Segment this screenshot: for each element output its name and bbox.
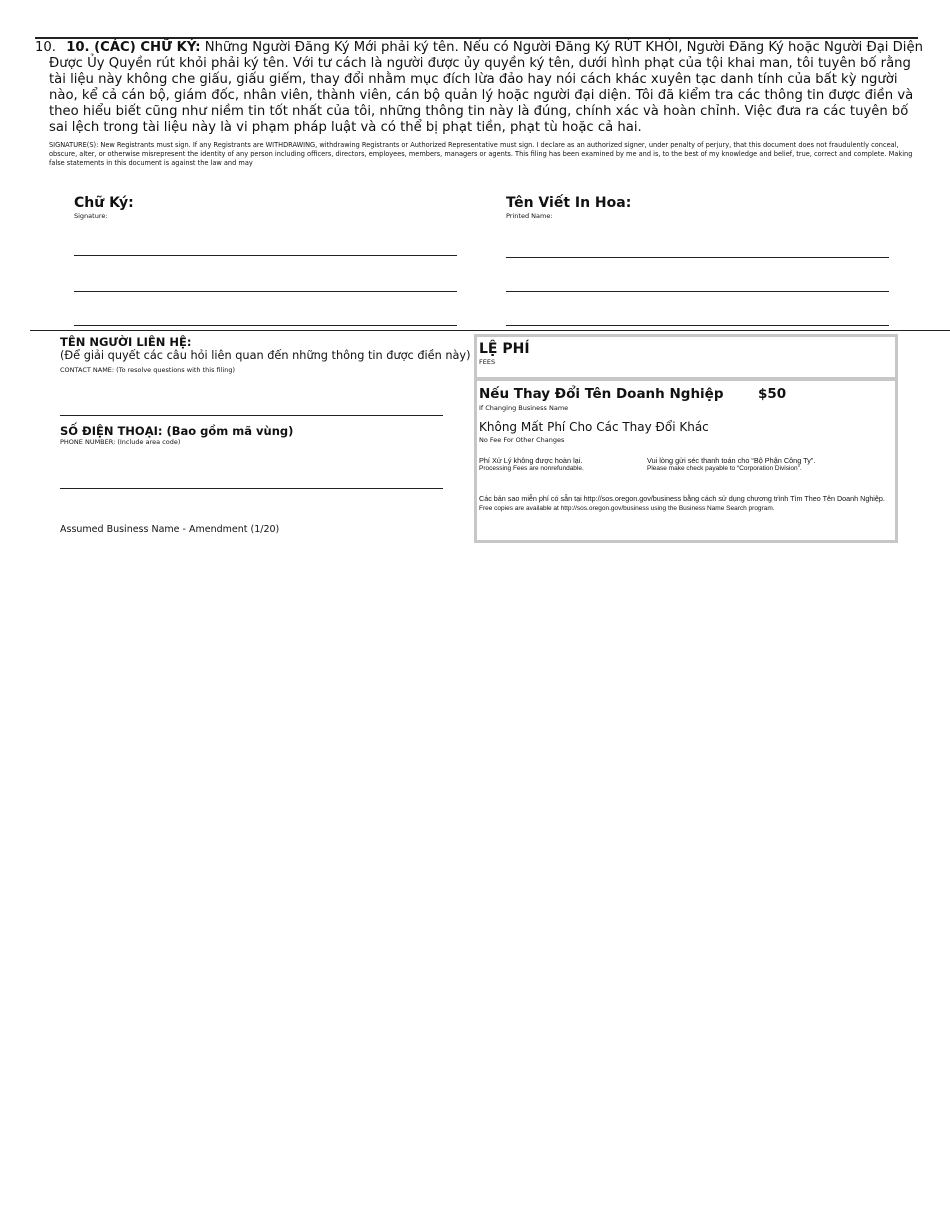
top-rule xyxy=(35,37,918,39)
phone-number-line[interactable] xyxy=(60,488,443,489)
printed-name-line-3[interactable] xyxy=(506,325,889,326)
fees-title-en: FEES xyxy=(479,358,496,366)
nonrefundable-note-en: Processing Fees are nonrefundable. xyxy=(479,465,584,472)
free-copies-note: Các bản sao miễn phí có sẵn tại http://sos.oregon.gov/business bằng cách sử dụng chương trình Tìm Theo Tên Doanh Nghiệp. xyxy=(479,494,885,503)
phone-title: SỐ ĐIỆN THOẠI: (Bao gồm mã vùng) xyxy=(60,424,294,438)
signature-title: Chữ Ký: xyxy=(74,195,134,211)
signature-title-en: Signature: xyxy=(74,212,108,220)
section-number: 10. xyxy=(35,40,56,55)
section-10-statement xyxy=(35,40,929,136)
signature-line-3[interactable] xyxy=(74,325,457,326)
fees-title: LỆ PHÍ xyxy=(479,341,530,357)
free-copies-note-en: Free copies are available at http://sos.oregon.gov/business using the Business Name Search program. xyxy=(479,505,775,512)
nonrefundable-note: Phí Xử Lý không được hoàn lại. xyxy=(479,456,583,465)
section-statement-vi: Những Người Đăng Ký Mới phải ký tên. Nếu có Người Đăng Ký RÚT KHỎI, Người Đăng Ký hoặc Người Đại Diện Được Ủy Quyền rút khỏi phải ký tên. Với tư cách là người được ủy quyền ký tên, dưới hình phạt của tội khai man, tôi tuyên bố rằng tài liệu này không che giấu, giấu giếm, thay đổi nhằm mục đích lừa đảo hay nói cách khác xuyên tạc danh tính của bất kỳ người nào, kể cả cán bộ, giám đốc, nhân viên, thành viên, cán bộ quản lý hoặc người đại diện. Tôi đã kiểm tra các thông tin được điền và theo hiểu biết cũng như niềm tin tốt nhất của tôi, những thông tin này là đúng, chính xác và hoàn chỉnh. Việc đưa ra các tuyên bố sai lệch trong tài liệu này là vi phạm pháp luật và có thể bị phạt tiền, phạt tù hoặc cả hai. xyxy=(49,40,923,135)
printed-name-title: Tên Viết In Hoa: xyxy=(506,195,632,211)
payable-note-en: Please make check payable to “Corporation Division”. xyxy=(647,465,802,472)
section-divider xyxy=(30,330,950,331)
section-statement-en: SIGNATURE(S): New Registrants must sign. If any Registrants are WITHDRAWING, withdrawing Registrants or Authorized Representative must sign. I declare as an authorized signer, under penalty of perjury, that this document does not fraudulently conceal, obscure, alter, or otherwise misrepresent the identity of any person including officers, directors, employees, members, managers or agents. This filing has been examined by me and is, to the best of my knowledge and belief, true, correct and complete. Making false statements in this document is against the law and may xyxy=(49,141,913,167)
fees-box xyxy=(474,334,898,543)
contact-title-en: CONTACT NAME: (To resolve questions with this filing) xyxy=(60,366,236,374)
phone-title-en: PHONE NUMBER: (Include area code) xyxy=(60,438,181,446)
contact-name-line[interactable] xyxy=(60,415,443,416)
change-name-fee-label: Nếu Thay Đổi Tên Doanh Nghiệp xyxy=(479,386,724,402)
fees-header xyxy=(477,337,895,381)
signature-line-2[interactable] xyxy=(74,291,457,292)
contact-subtitle: (Để giải quyết các câu hỏi liên quan đến những thông tin được điền này) xyxy=(60,349,471,362)
printed-name-line-2[interactable] xyxy=(506,291,889,292)
printed-name-title-en: Printed Name: xyxy=(506,212,553,220)
change-name-fee-label-en: If Changing Business Name xyxy=(479,404,569,412)
printed-name-line-1[interactable] xyxy=(506,257,889,258)
signature-line-1[interactable] xyxy=(74,255,457,256)
payable-note: Vui lòng gửi séc thanh toán cho “Bộ Phận Công Ty”. xyxy=(647,456,816,465)
no-fee-label: Không Mất Phí Cho Các Thay Đổi Khác xyxy=(479,420,709,434)
no-fee-label-en: No Fee For Other Changes xyxy=(479,436,565,444)
section-heading: 10. (CÁC) CHỮ KÝ: xyxy=(66,40,201,55)
change-name-fee-amount: $50 xyxy=(758,386,787,402)
contact-title: TÊN NGƯỜI LIÊN HỆ: xyxy=(60,335,192,349)
form-name-footer: Assumed Business Name - Amendment (1/20) xyxy=(60,524,280,535)
